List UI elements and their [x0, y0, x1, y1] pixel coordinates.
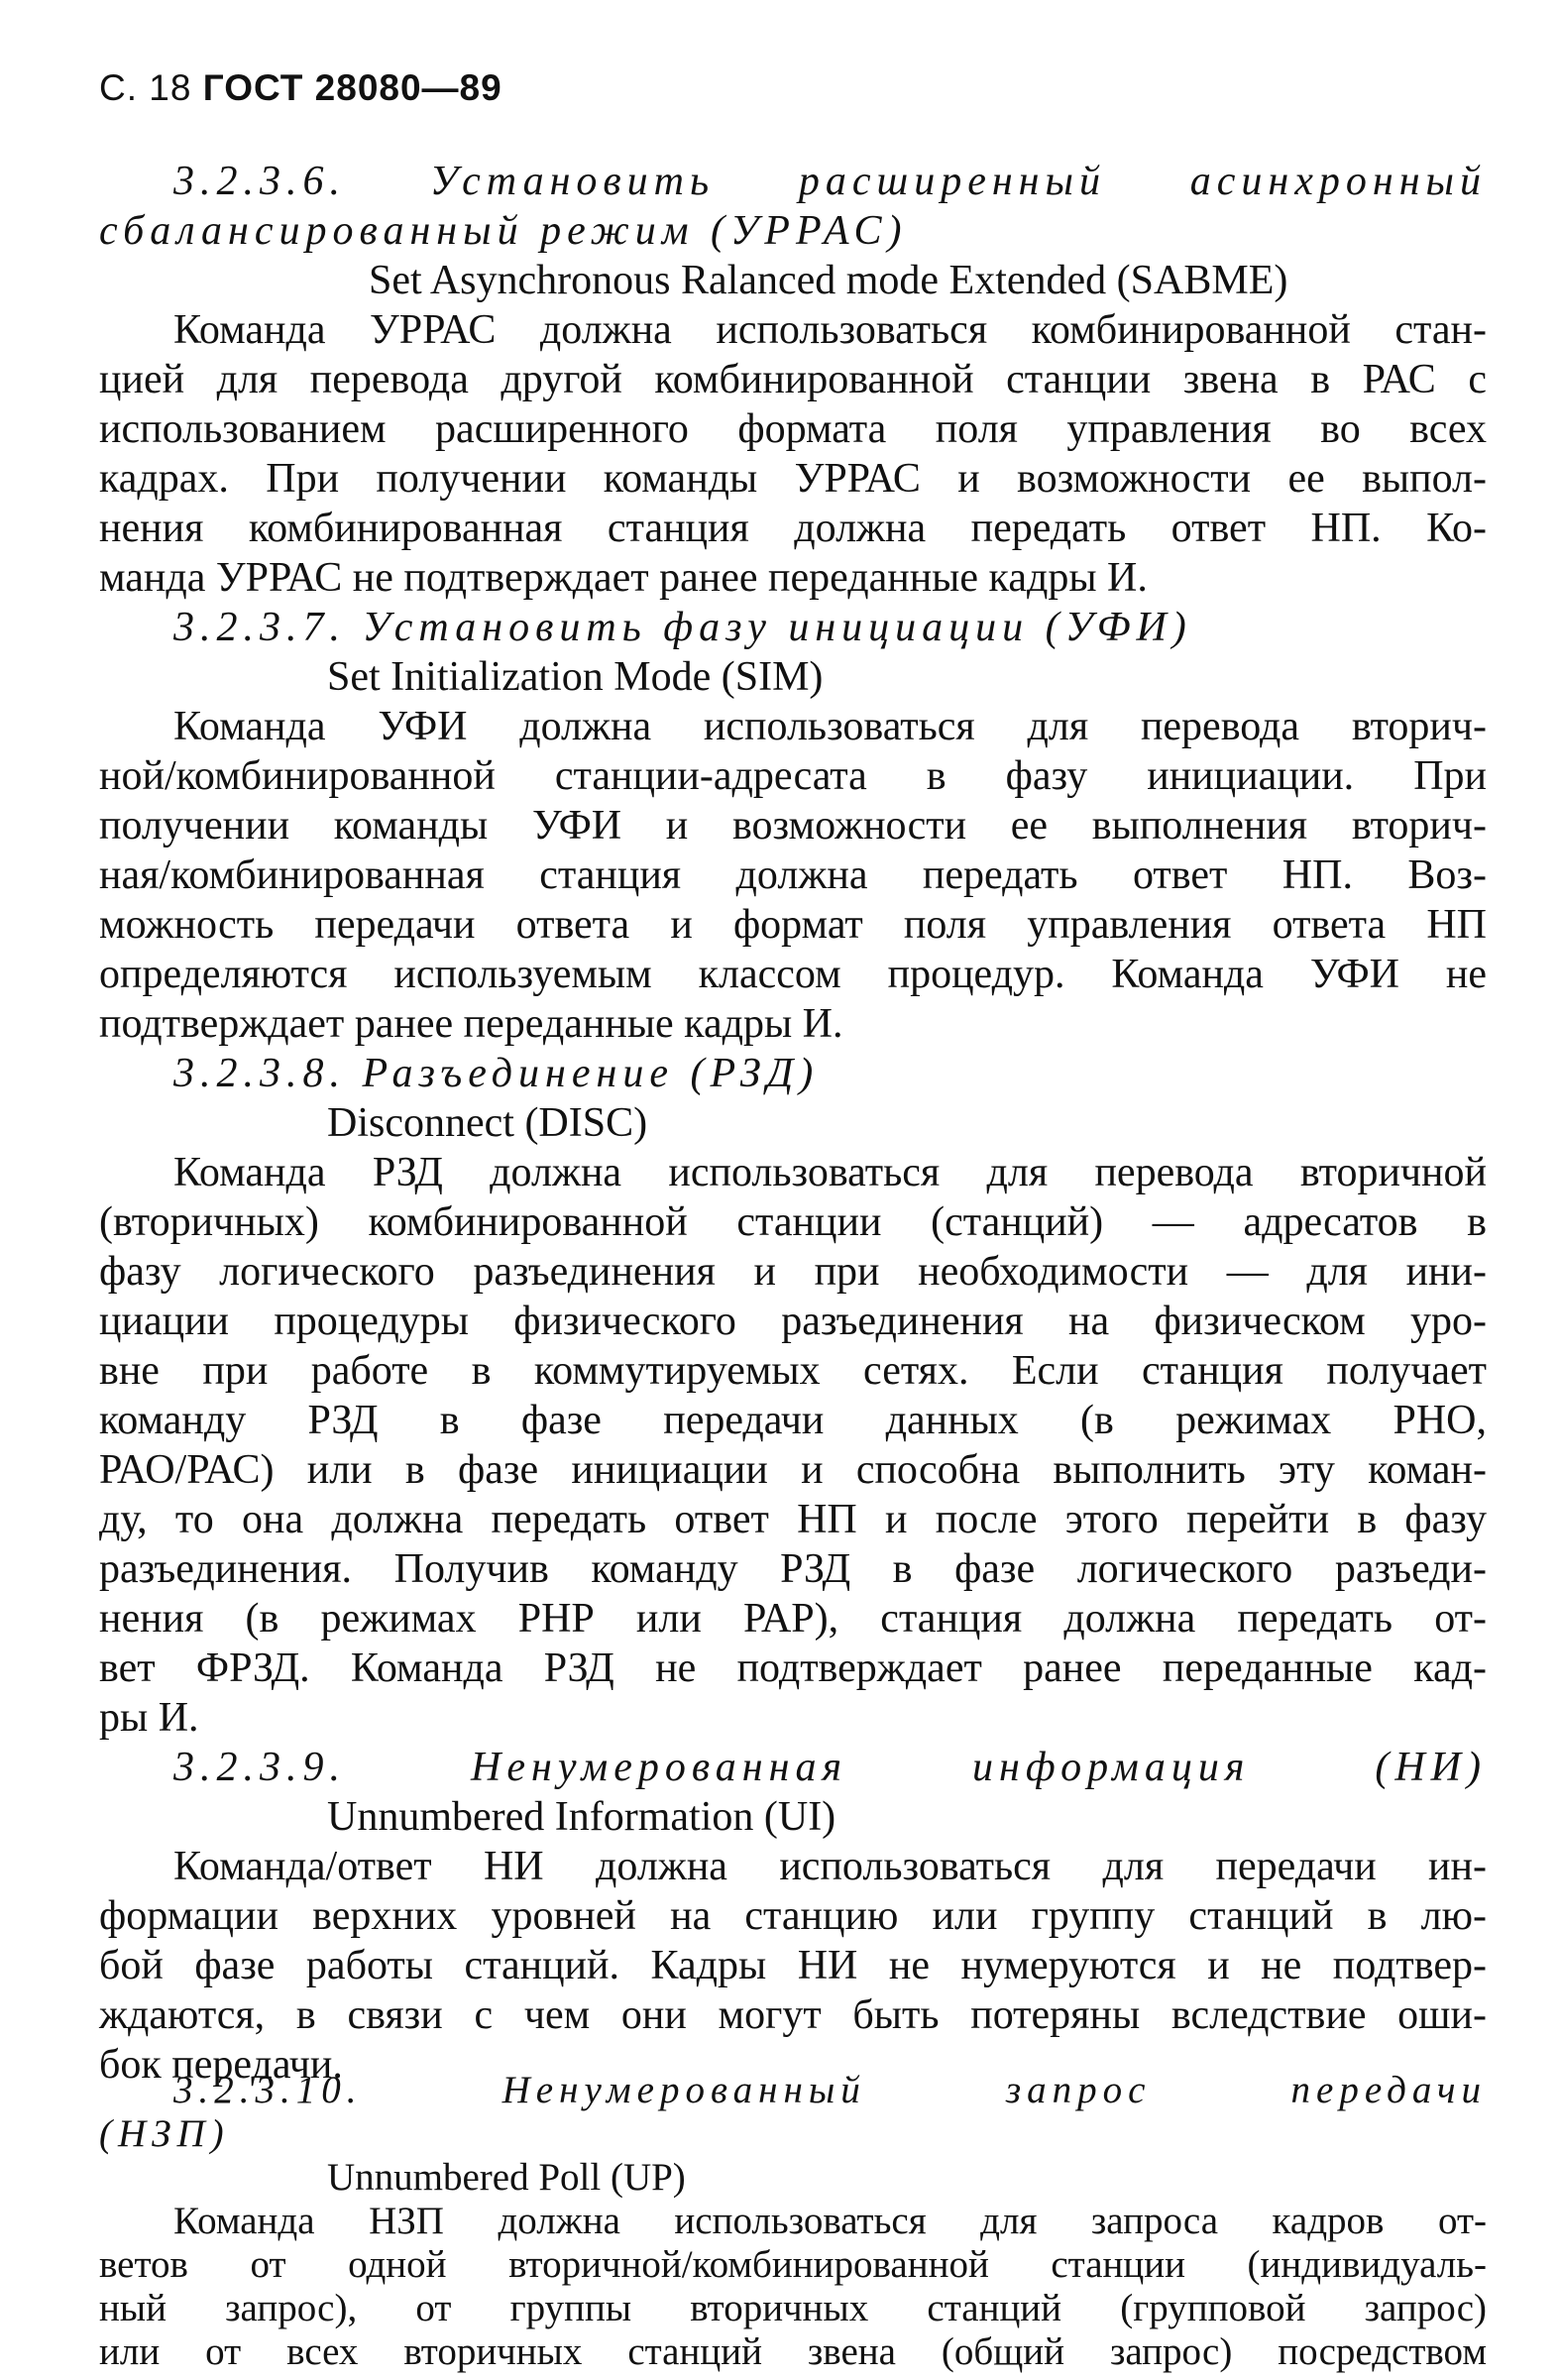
paragraph-line: Команда НЗП должна использоваться для запроса кадров от-: [173, 2200, 1487, 2242]
english-term-sabme: Set Asynchronous Ralanced mode Extended (SABME): [369, 258, 1288, 303]
paragraph-line: или от всех вторичных станций звена (общий запрос) посредством: [99, 2330, 1487, 2373]
paragraph-line: цией для перевода другой комбинированной станции звена в РАС с: [99, 357, 1487, 402]
page-header: [99, 67, 502, 109]
paragraph-line: определяются используемым классом процедур. Команда УФИ не: [99, 952, 1487, 997]
document-code: ГОСТ 28080—89: [202, 67, 502, 108]
paragraph-line: нения (в режимах РНР или РАР), станция должна передать от-: [99, 1596, 1487, 1642]
english-term-sim: Set Initialization Mode (SIM): [327, 654, 824, 700]
paragraph-line: бок передачи.: [99, 2042, 343, 2088]
section-heading-3-2-3-7: 3.2.3.7. Установить фазу инициации (УФИ): [173, 605, 1192, 650]
section-heading-3-2-3-9: 3.2.3.9. Ненумерованная информация (НИ): [173, 1745, 1487, 1790]
english-term-up: Unnumbered Poll (UP): [327, 2156, 686, 2199]
paragraph-line: ная/комбинированная станция должна передать ответ НП. Воз-: [99, 852, 1487, 898]
page-number: С. 18: [99, 67, 192, 108]
paragraph-line: подтверждает ранее переданные кадры И.: [99, 1001, 843, 1047]
paragraph-line: вне при работе в коммутируемых сетях. Если станция получает: [99, 1348, 1487, 1394]
paragraph-line: ждаются, в связи с чем они могут быть потеряны вследствие оши-: [99, 1992, 1487, 2038]
section-heading-3-2-3-10-cont: (НЗП): [99, 2112, 230, 2155]
section-heading-3-2-3-10: 3.2.3.10. Ненумерованный запрос передачи: [173, 2069, 1487, 2111]
paragraph-line: ду, то она должна передать ответ НП и после этого перейти в фазу: [99, 1497, 1487, 1542]
paragraph-line: вет ФРЗД. Команда РЗД не подтверждает ранее переданные кад-: [99, 1645, 1487, 1691]
paragraph-line: можность передачи ответа и формат поля управления ответа НП: [99, 902, 1487, 948]
paragraph-line: ветов от одной вторичной/комбинированной станции (индивидуаль-: [99, 2243, 1487, 2286]
paragraph-line: Команда/ответ НИ должна использоваться для передачи ин-: [173, 1844, 1487, 1889]
paragraph-line: нения комбинированная станция должна передать ответ НП. Ко-: [99, 506, 1487, 551]
paragraph-line: фазу логического разъединения и при необходимости — для ини-: [99, 1249, 1487, 1295]
paragraph-line: (вторичных) комбинированной станции (станций) — адресатов в: [99, 1199, 1487, 1245]
paragraph-line: манда УРРАС не подтверждает ранее переданные кадры И.: [99, 555, 1148, 601]
paragraph-line: разъединения. Получив команду РЗД в фазе логического разъеди-: [99, 1546, 1487, 1592]
paragraph-line: ры И.: [99, 1695, 199, 1741]
paragraph-line: Команда УРРАС должна использоваться комбинированной стан-: [173, 307, 1487, 353]
paragraph-line: кадрах. При получении команды УРРАС и возможности ее выпол-: [99, 456, 1487, 502]
paragraph-line: циации процедуры физического разъединения на физическом уро-: [99, 1299, 1487, 1344]
paragraph-line: использованием расширенного формата поля управления во всех: [99, 406, 1487, 452]
paragraph-line: команду РЗД в фазе передачи данных (в режимах РНО,: [99, 1398, 1487, 1443]
paragraph-line: Команда УФИ должна использоваться для перевода вторич-: [173, 704, 1487, 749]
paragraph-line: ный запрос), от группы вторичных станций (групповой запрос): [99, 2287, 1487, 2329]
paragraph-line: формации верхних уровней на станцию или группу станций в лю-: [99, 1893, 1487, 1939]
paragraph-line: ной/комбинированной станции-адресата в фазу инициации. При: [99, 753, 1487, 799]
paragraph-line: получении команды УФИ и возможности ее выполнения вторич-: [99, 803, 1487, 849]
paragraph-line: бой фазе работы станций. Кадры НИ не нумеруются и не подтвер-: [99, 1943, 1487, 1988]
english-term-disc: Disconnect (DISC): [327, 1100, 648, 1146]
section-heading-3-2-3-6: 3.2.3.6. Установить расширенный асинхронный: [173, 159, 1487, 204]
paragraph-line: РАО/РАС) или в фазе инициации и способна выполнить эту коман-: [99, 1447, 1487, 1493]
english-term-ui: Unnumbered Information (UI): [327, 1794, 836, 1840]
section-heading-3-2-3-6-cont: сбалансированный режим (УРРАС): [99, 208, 908, 254]
paragraph-line: Команда РЗД должна использоваться для перевода вторичной: [173, 1150, 1487, 1195]
section-heading-3-2-3-8: 3.2.3.8. Разъединение (РЗД): [173, 1051, 820, 1096]
